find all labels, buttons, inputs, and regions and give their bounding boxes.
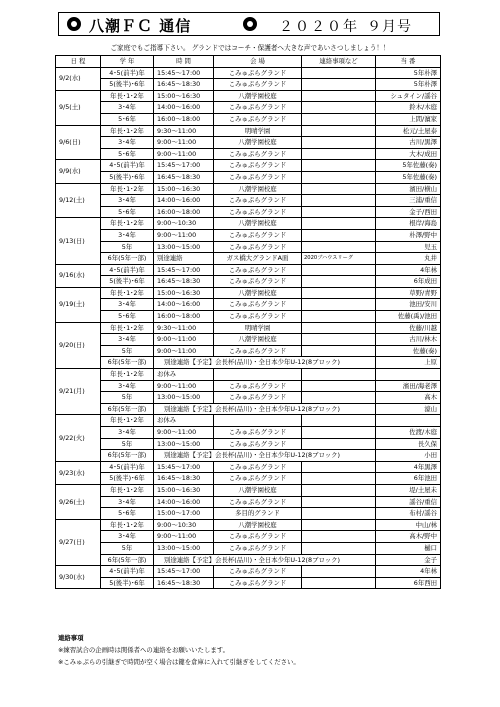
table-row	[56, 496, 441, 508]
venue-cell: こみゅぷらグランド	[214, 195, 302, 207]
venue-cell: こみゅぷらグランド	[214, 79, 302, 91]
table-row	[56, 438, 441, 450]
table-row	[56, 79, 441, 91]
grade-cell: 5･6年	[101, 311, 154, 323]
table-row	[56, 345, 441, 357]
time-cell: 別途連絡	[154, 253, 214, 265]
time-cell: 9:00～11:00	[154, 229, 214, 241]
venue-cell: こみゅぷらグランド	[214, 577, 302, 589]
duty-cell: 古川/黒澤	[376, 137, 441, 149]
duty-cell: 4年黒澤	[376, 461, 441, 473]
venue-cell: こみゅぷらグランド	[214, 311, 302, 323]
grade-cell: 4･5(前半)年	[101, 566, 154, 578]
table-row	[56, 554, 441, 566]
grade-cell: 3･4年	[101, 102, 154, 114]
header-date: 日 程	[56, 56, 101, 68]
club-name: 八潮ＦＣ 通信	[89, 17, 192, 35]
table-row	[56, 577, 441, 589]
notes-cell	[302, 287, 376, 299]
duty-cell: 草野/青野	[376, 287, 441, 299]
table-row	[56, 392, 441, 404]
time-cell: 14:00～16:00	[154, 195, 214, 207]
notes-cell	[302, 102, 376, 114]
duty-cell: 堤/土屋未	[376, 484, 441, 496]
grade-cell: 年長･1･2年	[101, 519, 154, 531]
schedule-date: 9/19(土)	[56, 287, 101, 322]
grade-cell: 5年	[101, 542, 154, 554]
table-row	[56, 195, 441, 207]
duty-cell: 根岸/海島	[376, 218, 441, 230]
grade-cell: 5年	[101, 241, 154, 253]
time-cell: 15:45～17:00	[154, 67, 214, 79]
time-cell: 9:00～11:00	[154, 427, 214, 439]
issue-year: ２０２０年	[279, 19, 359, 35]
duty-cell: 児玉	[376, 241, 441, 253]
notes-cell	[302, 171, 376, 183]
newsletter-title-box	[58, 12, 440, 36]
venue-cell: 八潮学園校庭	[214, 137, 302, 149]
grade-cell: 3･4年	[101, 380, 154, 392]
notes-cell	[302, 137, 376, 149]
time-cell: 16:00～18:00	[154, 113, 214, 125]
table-row	[56, 160, 441, 172]
notes-cell	[302, 206, 376, 218]
table-row	[56, 125, 441, 137]
venue-cell: こみゅぷらグランド	[214, 427, 302, 439]
table-row	[56, 113, 441, 125]
table-row	[56, 311, 441, 323]
time-cell: 9:00～11:00	[154, 148, 214, 160]
schedule-table	[55, 55, 441, 589]
duty-cell: 佐渡/木庭	[376, 427, 441, 439]
special-event-cell: 別途連絡【予定】会長杯(品川)・全日本少年U-12(8ブロック)	[154, 403, 376, 415]
duty-cell: 三浦/重信	[376, 195, 441, 207]
notes-cell	[302, 415, 376, 427]
duty-cell: 5年朴澤	[376, 79, 441, 91]
grade-cell: 3･4年	[101, 299, 154, 311]
time-cell: 13:00～15:00	[154, 542, 214, 554]
notes-cell	[302, 438, 376, 450]
soccer-ball-icon	[243, 17, 257, 31]
grade-cell: 5･6年	[101, 148, 154, 160]
grade-cell: 年長･1･2年	[101, 484, 154, 496]
duty-cell: 丸井	[376, 253, 441, 265]
grade-cell: 5年	[101, 345, 154, 357]
time-cell: 16:00～18:00	[154, 311, 214, 323]
grade-cell: 5(後半)･6年	[101, 79, 154, 91]
notes-cell	[302, 369, 376, 381]
notes-cell	[302, 90, 376, 102]
schedule-date: 9/21(月)	[56, 369, 101, 415]
issue-month: ９月号	[367, 19, 412, 35]
table-row	[56, 357, 441, 369]
notes-cell	[302, 392, 376, 404]
table-row	[56, 90, 441, 102]
notes-cell	[302, 345, 376, 357]
venue-cell: こみゅぷらグランド	[214, 542, 302, 554]
time-cell: 9:00～10:30	[154, 519, 214, 531]
time-cell: 9:00～11:00	[154, 531, 214, 543]
grade-cell: 3･4年	[101, 229, 154, 241]
table-row	[56, 380, 441, 392]
grade-cell: 5･6年	[101, 508, 154, 520]
venue-cell: こみゅぷらグランド	[214, 206, 302, 218]
notes-cell	[302, 496, 376, 508]
header-notes: 連絡事項など	[302, 56, 376, 68]
notes-cell	[302, 241, 376, 253]
duty-cell: シュタイン/謡谷	[376, 90, 441, 102]
schedule-date: 9/30(水)	[56, 566, 101, 589]
time-cell: 15:00～17:00	[154, 508, 214, 520]
header-venue: 会 場	[214, 56, 302, 68]
table-header-row	[56, 56, 441, 68]
time-cell: 9:00～11:00	[154, 334, 214, 346]
table-row	[56, 264, 441, 276]
header-time: 時 間	[154, 56, 214, 68]
duty-cell: 佐藤/川越	[376, 322, 441, 334]
grade-cell: 年長･1･2年	[101, 125, 154, 137]
grade-cell: 4･5(前半)年	[101, 67, 154, 79]
duty-cell: 金子/西田	[376, 206, 441, 218]
duty-cell: 金子	[376, 554, 441, 566]
notes-cell	[302, 125, 376, 137]
venue-cell	[214, 415, 302, 427]
duty-cell: 朴澤/野中	[376, 229, 441, 241]
time-cell: 16:45～18:30	[154, 473, 214, 485]
grade-cell: 4･5(前半)年	[101, 160, 154, 172]
grade-cell: 5(後半)･6年	[101, 276, 154, 288]
schedule-date: 9/16(水)	[56, 264, 101, 287]
grade-cell: 年長･1･2年	[101, 322, 154, 334]
notes-cell	[302, 531, 376, 543]
table-row	[56, 102, 441, 114]
grade-cell: 年長･1･2年	[101, 90, 154, 102]
schedule-body	[56, 67, 441, 589]
time-cell: 16:45～18:30	[154, 171, 214, 183]
notes-cell	[302, 264, 376, 276]
notes-cell	[302, 218, 376, 230]
grade-cell: 年長･1･2年	[101, 369, 154, 381]
time-cell: お休み	[154, 369, 214, 381]
duty-cell: 鈴木/木庭	[376, 102, 441, 114]
table-row	[56, 322, 441, 334]
venue-cell: こみゅぷらグランド	[214, 229, 302, 241]
grade-cell: 3･4年	[101, 531, 154, 543]
duty-cell: 6年池田	[376, 473, 441, 485]
notes-cell	[302, 461, 376, 473]
footer-note-2: ※こみゅぷらの引継ぎで時間が空く場合は鍵を倉庫に入れて引継ぎをしてください。	[58, 658, 300, 666]
table-row	[56, 403, 441, 415]
duty-cell: 大木/成田	[376, 148, 441, 160]
grade-cell: 年長･1･2年	[101, 415, 154, 427]
table-row	[56, 67, 441, 79]
venue-cell: 明晴学園	[214, 322, 302, 334]
schedule-date: 9/6(日)	[56, 125, 101, 160]
duty-cell: 樋口	[376, 542, 441, 554]
venue-cell: こみゅぷらグランド	[214, 264, 302, 276]
duty-cell	[376, 415, 441, 427]
duty-cell: 6年成田	[376, 276, 441, 288]
venue-cell	[214, 369, 302, 381]
table-row	[56, 484, 441, 496]
notes-cell	[302, 79, 376, 91]
notes-cell	[302, 334, 376, 346]
time-cell: 9:00～10:30	[154, 218, 214, 230]
special-event-cell: 別途連絡【予定】会長杯(品川)・全日本少年U-12(8ブロック)	[154, 554, 376, 566]
notes-cell	[302, 311, 376, 323]
table-row	[56, 461, 441, 473]
schedule-date: 9/12(土)	[56, 183, 101, 218]
table-row	[56, 171, 441, 183]
grade-cell: 4･5(前半)年	[101, 264, 154, 276]
time-cell: 9:30～11:00	[154, 322, 214, 334]
schedule-date: 9/27(日)	[56, 519, 101, 565]
header-duty: 当 番	[376, 56, 441, 68]
time-cell: 15:45～17:00	[154, 461, 214, 473]
table-row	[56, 137, 441, 149]
duty-cell	[376, 369, 441, 381]
venue-cell: 八潮学園校庭	[214, 334, 302, 346]
notes-cell	[302, 508, 376, 520]
venue-cell: 八潮学園校庭	[214, 218, 302, 230]
table-row	[56, 287, 441, 299]
duty-cell: 松元/土屋泰	[376, 125, 441, 137]
time-cell: 16:00～18:00	[154, 206, 214, 218]
time-cell: 15:45～17:00	[154, 160, 214, 172]
duty-cell: 小田	[376, 450, 441, 462]
venue-cell: こみゅぷらグランド	[214, 171, 302, 183]
footer-heading: 連絡事項	[58, 634, 84, 642]
special-event-cell: 別途連絡【予定】会長杯(品川)・全日本少年U-12(8ブロック)	[154, 357, 376, 369]
table-row	[56, 299, 441, 311]
grade-cell: 5･6年	[101, 206, 154, 218]
duty-cell: 4年林	[376, 264, 441, 276]
table-row	[56, 542, 441, 554]
table-row	[56, 148, 441, 160]
notes-cell	[302, 113, 376, 125]
time-cell: 15:00～16:30	[154, 90, 214, 102]
schedule-date: 9/23(水)	[56, 461, 101, 484]
time-cell: 9:00～11:00	[154, 345, 214, 357]
time-cell: 15:45～17:00	[154, 264, 214, 276]
grade-cell: 5(後半)･6年	[101, 577, 154, 589]
grade-cell: 6年(5年一部)	[101, 403, 154, 415]
grade-cell: 5年	[101, 392, 154, 404]
venue-cell: 多目的グランド	[214, 508, 302, 520]
header-grade: 学 年	[101, 56, 154, 68]
notes-cell	[302, 380, 376, 392]
duty-cell: 上間/濵家	[376, 113, 441, 125]
time-cell: 14:00～16:00	[154, 496, 214, 508]
grade-cell: 年長･1･2年	[101, 218, 154, 230]
table-row	[56, 253, 441, 265]
time-cell: 16:45～18:30	[154, 577, 214, 589]
venue-cell: こみゅぷらグランド	[214, 276, 302, 288]
duty-cell: 上原	[376, 357, 441, 369]
grade-cell: 5(後半)･6年	[101, 473, 154, 485]
grade-cell: 3･4年	[101, 195, 154, 207]
table-row	[56, 206, 441, 218]
table-row	[56, 566, 441, 578]
table-row	[56, 508, 441, 520]
time-cell: 14:00～16:00	[154, 102, 214, 114]
time-cell: 9:00～11:00	[154, 380, 214, 392]
time-cell: お休み	[154, 415, 214, 427]
duty-cell: 5年朴澤	[376, 67, 441, 79]
venue-cell: こみゅぷらグランド	[214, 496, 302, 508]
venue-cell: こみゅぷらグランド	[214, 473, 302, 485]
duty-cell: 高木/野中	[376, 531, 441, 543]
venue-cell: こみゅぷらグランド	[214, 380, 302, 392]
grade-cell: 年長･1･2年	[101, 287, 154, 299]
grade-cell: 3･4年	[101, 137, 154, 149]
venue-cell: こみゅぷらグランド	[214, 345, 302, 357]
venue-cell: こみゅぷらグランド	[214, 299, 302, 311]
duty-cell: 長久保	[376, 438, 441, 450]
venue-cell: 八潮学園校庭	[214, 183, 302, 195]
notes-cell	[302, 160, 376, 172]
duty-cell: 高木	[376, 392, 441, 404]
duty-cell: 謡谷/重信	[376, 496, 441, 508]
notes-cell	[302, 484, 376, 496]
duty-cell: 濱田/横山	[376, 183, 441, 195]
table-row	[56, 369, 441, 381]
schedule-date: 9/5(土)	[56, 90, 101, 125]
venue-cell: 八潮学園校庭	[214, 484, 302, 496]
table-row	[56, 415, 441, 427]
special-event-cell: 別途連絡【予定】会長杯(品川)・全日本少年U-12(8ブロック)	[154, 450, 376, 462]
notes-cell	[302, 276, 376, 288]
duty-cell: 佐藤(禹)/池田	[376, 311, 441, 323]
grade-cell: 3･4年	[101, 334, 154, 346]
table-row	[56, 519, 441, 531]
notes-cell	[302, 322, 376, 334]
table-row	[56, 473, 441, 485]
table-row	[56, 531, 441, 543]
notes-cell	[302, 148, 376, 160]
table-row	[56, 276, 441, 288]
grade-cell: 5年	[101, 438, 154, 450]
duty-cell: 佐藤(奏)	[376, 345, 441, 357]
venue-cell: ガス橋大グランドA面	[214, 253, 302, 265]
grade-cell: 5･6年	[101, 113, 154, 125]
venue-cell: こみゅぷらグランド	[214, 461, 302, 473]
grade-cell: 年長･1･2年	[101, 183, 154, 195]
venue-cell: こみゅぷらグランド	[214, 113, 302, 125]
notes-cell	[302, 577, 376, 589]
grade-cell: 6年(5年一部)	[101, 554, 154, 566]
schedule-date: 9/26(土)	[56, 484, 101, 519]
table-row	[56, 183, 441, 195]
grade-cell: 6年(5年一部)	[101, 253, 154, 265]
time-cell: 14:00～16:00	[154, 299, 214, 311]
time-cell: 16:45～18:30	[154, 276, 214, 288]
table-row	[56, 427, 441, 439]
duty-cell: 濠山	[376, 403, 441, 415]
notes-cell	[302, 183, 376, 195]
notes-cell	[302, 542, 376, 554]
duty-cell: 古川/林木	[376, 334, 441, 346]
time-cell: 15:45～17:00	[154, 566, 214, 578]
table-row	[56, 450, 441, 462]
grade-cell: 3･4年	[101, 496, 154, 508]
venue-cell: こみゅぷらグランド	[214, 531, 302, 543]
time-cell: 13:00～15:00	[154, 438, 214, 450]
schedule-date: 9/9(水)	[56, 160, 101, 183]
duty-cell: 4年林	[376, 566, 441, 578]
schedule-date: 9/20(日)	[56, 322, 101, 368]
time-cell: 15:00～16:30	[154, 183, 214, 195]
schedule-date: 9/13(日)	[56, 218, 101, 264]
footer-note-1: ※練習試合の企画時は関係者への連絡をお願いいたします。	[58, 646, 229, 654]
duty-cell: 5年佐藤(奏)	[376, 160, 441, 172]
grade-cell: 3･4年	[101, 427, 154, 439]
notes-cell	[302, 473, 376, 485]
venue-cell: 八潮学園校庭	[214, 519, 302, 531]
grade-cell: 4･5(前半)年	[101, 461, 154, 473]
venue-cell: こみゅぷらグランド	[214, 160, 302, 172]
time-cell: 16:45～18:30	[154, 79, 214, 91]
notes-cell	[302, 427, 376, 439]
duty-cell: 6年西田	[376, 577, 441, 589]
duty-cell: 5年佐藤(奏)	[376, 171, 441, 183]
duty-cell: 濱田/海老澤	[376, 380, 441, 392]
duty-cell: 中山/林	[376, 519, 441, 531]
time-cell: 9:00～11:00	[154, 137, 214, 149]
greeting-notice: ご家庭でもご指導下さい。 グランドではコーチ・保護者へ大きな声であいさつしましょう！！	[110, 44, 390, 52]
notes-cell	[302, 519, 376, 531]
venue-cell: 八潮学園校庭	[214, 90, 302, 102]
time-cell: 13:00～15:00	[154, 241, 214, 253]
notes-cell	[302, 229, 376, 241]
venue-cell: 明晴学園	[214, 125, 302, 137]
time-cell: 15:00～16:30	[154, 287, 214, 299]
time-cell: 15:00～16:30	[154, 484, 214, 496]
notes-cell	[302, 67, 376, 79]
venue-cell: こみゅぷらグランド	[214, 148, 302, 160]
grade-cell: 6年(5年一部)	[101, 357, 154, 369]
soccer-ball-icon	[67, 17, 81, 31]
table-row	[56, 218, 441, 230]
venue-cell: こみゅぷらグランド	[214, 102, 302, 114]
venue-cell: こみゅぷらグランド	[214, 241, 302, 253]
venue-cell: 八潮学園校庭	[214, 287, 302, 299]
notes-cell	[302, 299, 376, 311]
venue-cell: こみゅぷらグランド	[214, 566, 302, 578]
notes-cell	[302, 566, 376, 578]
grade-cell: 5(後半)･6年	[101, 171, 154, 183]
grade-cell: 6年(5年一部)	[101, 450, 154, 462]
notes-cell	[302, 195, 376, 207]
venue-cell: こみゅぷらグランド	[214, 392, 302, 404]
duty-cell: 池田/安川	[376, 299, 441, 311]
table-row	[56, 334, 441, 346]
schedule-date: 9/22(火)	[56, 415, 101, 461]
time-cell: 13:00～15:00	[154, 392, 214, 404]
table-row	[56, 229, 441, 241]
table-row	[56, 241, 441, 253]
venue-cell: こみゅぷらグランド	[214, 438, 302, 450]
notes-cell: 2020ブハウスリーグ	[302, 253, 376, 265]
schedule-date: 9/2(水)	[56, 67, 101, 90]
venue-cell: こみゅぷらグランド	[214, 67, 302, 79]
duty-cell: 布村/謡谷	[376, 508, 441, 520]
time-cell: 9:30～11:00	[154, 125, 214, 137]
